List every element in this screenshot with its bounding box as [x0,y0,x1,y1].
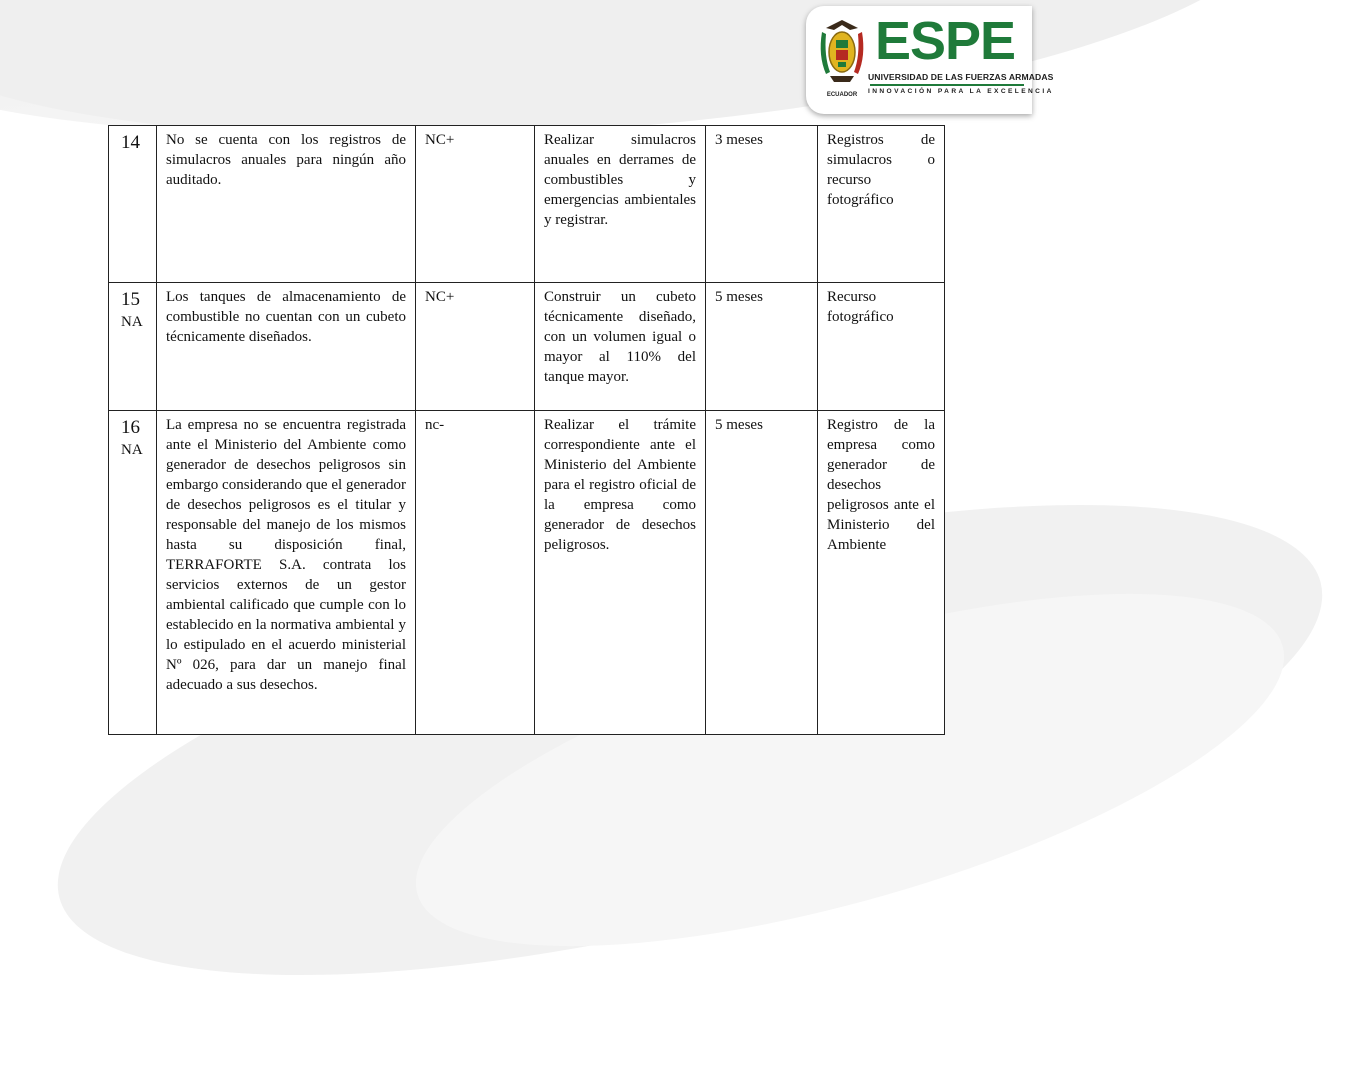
row-number-cell [109,126,157,283]
brand-tagline: INNOVACIÓN PARA LA EXCELENCIA [868,88,1054,95]
finding-cell: La empresa no se encuentra registrada ante el Ministerio del Ambiente como generador de desechos peligrosos sin embargo considerando que el generador de desechos peligrosos es el titular y responsable del manejo de los mismos hasta su disposición final, TERRAFORTE S.A. contrata los servicios externos de un gestor ambiental calificado que cumple con lo establecido en la normativa ambiental y lo estipulado en el acuerdo ministerial Nº 026, para dar un manejo final adecuado a sus desechos. [157,411,416,735]
row-number-cell [109,411,157,735]
row-tag: NA [121,442,143,458]
finding-cell: No se cuenta con los registros de simulacros anuales para ningún año auditado. [157,126,416,283]
brand-divider [870,84,1024,86]
measure-cell: Realizar simulacros anuales en derrames de combustibles y emergencias ambientales y registrar. [535,126,706,283]
emblem-caption: ECUADOR [826,92,858,98]
finding-cell: Los tanques de almacenamiento de combustible no cuentan con un cubeto técnicamente diseñados. [157,283,416,411]
term-cell: 5 meses [706,411,818,735]
espe-logo [806,6,1054,114]
term-cell: 3 meses [706,126,818,283]
measure-cell: Realizar el trámite correspondiente ante el Ministerio del Ambiente para el registro oficial de la empresa como generador de desechos peligrosos. [535,411,706,735]
table-row [109,411,945,735]
evidence-cell: Registro de la empresa como generador de desechos peligrosos ante el Ministerio del Ambiente [818,411,945,735]
row-number: 16 [121,417,140,438]
table-row [109,126,945,283]
row-number: 15 [121,289,140,310]
evidence-cell: Recurso fotográfico [818,283,945,411]
measure-cell: Construir un cubeto técnicamente diseñado, con un volumen igual o mayor al 110% del tanque mayor. [535,283,706,411]
coat-of-arms-icon [816,16,868,102]
table-row [109,283,945,411]
row-number-cell [109,283,157,411]
term-cell: 5 meses [706,283,818,411]
row-tag: NA [121,314,143,330]
university-name: UNIVERSIDAD DE LAS FUERZAS ARMADAS [868,72,1054,82]
brand-name: ESPE [874,11,1016,71]
evidence-cell: Registros de simulacros o recurso fotográfico [818,126,945,283]
category-cell: NC+ [416,283,535,411]
category-cell: NC+ [416,126,535,283]
row-number: 14 [121,132,140,153]
category-cell: nc- [416,411,535,735]
audit-findings-table [108,125,945,735]
